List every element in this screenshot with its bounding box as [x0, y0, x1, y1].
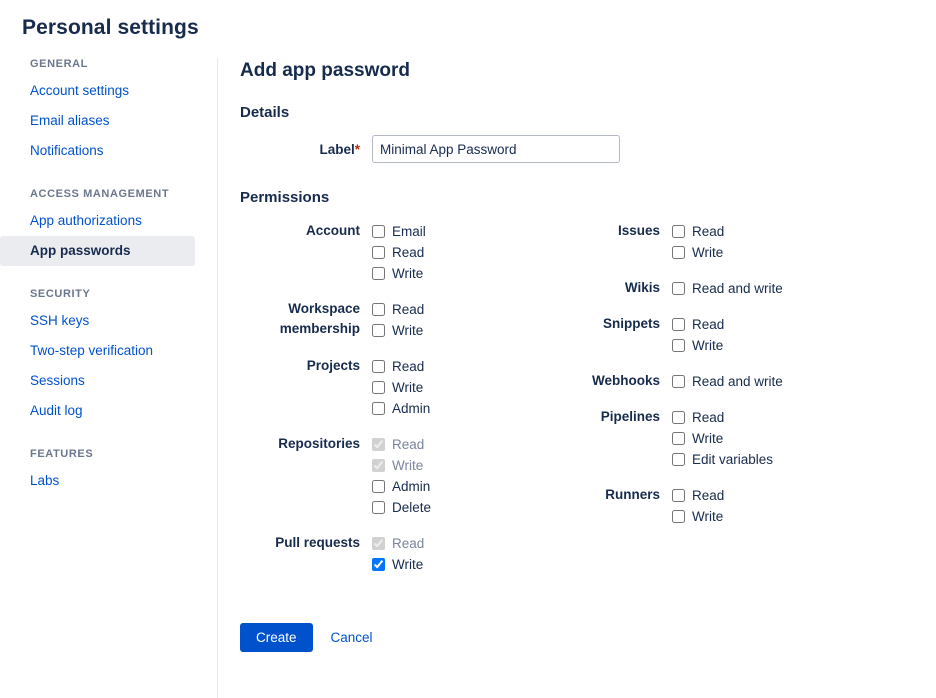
- permission-checkbox-row[interactable]: [372, 221, 426, 242]
- permission-group-pull-requests: [240, 532, 540, 575]
- sidebar-item-email-aliases[interactable]: Email aliases: [30, 113, 110, 128]
- page-layout: [0, 58, 936, 698]
- permission-options: [672, 313, 724, 356]
- permissions-column-right: [540, 220, 840, 541]
- permission-checkbox-row[interactable]: [372, 299, 424, 320]
- sidebar-section-features: FEATURES: [30, 448, 94, 460]
- checkbox-label: Read and write: [692, 374, 783, 389]
- permission-checkbox-row[interactable]: [672, 371, 783, 392]
- permission-options: [372, 220, 426, 284]
- checkbox-repositories-admin[interactable]: [372, 480, 385, 493]
- checkbox-repositories-delete[interactable]: [372, 501, 385, 514]
- permission-checkbox-row[interactable]: [372, 320, 424, 341]
- permission-group-snippets: [540, 313, 840, 356]
- checkbox-label: Admin: [392, 479, 431, 494]
- checkbox-label: Write: [692, 431, 724, 446]
- checkbox-workspace-membership-write[interactable]: [372, 324, 385, 337]
- permission-group-label: Wikis: [624, 280, 660, 295]
- permission-checkbox-row[interactable]: [372, 356, 430, 377]
- checkbox-label: Read: [392, 437, 425, 452]
- checkbox-label: Read: [692, 488, 725, 503]
- checkbox-pull-requests-read: [372, 537, 385, 550]
- sidebar-section-security: SECURITY: [30, 288, 91, 300]
- checkbox-projects-admin[interactable]: [372, 402, 385, 415]
- checkbox-label: Read and write: [692, 281, 783, 296]
- checkbox-label: Email: [392, 224, 426, 239]
- permission-group-workspace-membership: [240, 298, 540, 341]
- checkbox-repositories-write: [372, 459, 385, 472]
- permission-group-repositories: [240, 433, 540, 518]
- permission-checkbox-row[interactable]: [372, 434, 431, 455]
- checkbox-label: Write: [392, 557, 424, 572]
- settings-sidebar: [0, 58, 218, 698]
- permission-group-label: Webhooks: [591, 373, 660, 388]
- checkbox-pull-requests-write[interactable]: [372, 558, 385, 571]
- permission-group-label: Repositories: [278, 436, 360, 451]
- permission-group-webhooks: [540, 370, 840, 392]
- checkbox-webhooks-read-and-write[interactable]: [672, 375, 685, 388]
- checkbox-label: Write: [692, 509, 724, 524]
- checkbox-label: Read: [392, 302, 425, 317]
- permission-group-label: Pipelines: [600, 409, 660, 424]
- main-content: [218, 58, 936, 652]
- permissions-grid: [240, 220, 936, 589]
- sidebar-item-two-step-verification[interactable]: Two-step verification: [30, 343, 154, 358]
- permission-group-label: Projects: [306, 358, 360, 373]
- details-heading: Details: [240, 104, 290, 121]
- permission-options: [372, 355, 430, 419]
- permission-group-label: Issues: [617, 223, 660, 238]
- checkbox-label: Delete: [392, 500, 432, 515]
- checkbox-account-read[interactable]: [372, 246, 385, 259]
- checkbox-label: Write: [692, 338, 724, 353]
- permission-checkbox-row[interactable]: [672, 407, 773, 428]
- permission-options: [672, 277, 783, 299]
- sidebar-item-account-settings[interactable]: Account settings: [30, 83, 130, 98]
- details-section: [240, 104, 936, 163]
- sidebar-item-notifications[interactable]: Notifications: [30, 143, 104, 158]
- permission-group-label: Pull requests: [275, 535, 360, 550]
- permission-checkbox-row[interactable]: [672, 278, 783, 299]
- checkbox-account-write[interactable]: [372, 267, 385, 280]
- checkbox-account-email[interactable]: [372, 225, 385, 238]
- page-title: Personal settings: [22, 16, 199, 39]
- permission-checkbox-row[interactable]: [672, 335, 724, 356]
- permission-group-label: Account: [306, 223, 360, 238]
- permission-checkbox-row[interactable]: [672, 485, 724, 506]
- checkbox-pipelines-write[interactable]: [672, 432, 685, 445]
- permission-checkbox-row[interactable]: [372, 476, 431, 497]
- permission-checkbox-row[interactable]: [672, 221, 724, 242]
- sidebar-item-app-authorizations[interactable]: App authorizations: [30, 213, 142, 228]
- permission-checkbox-row[interactable]: [372, 533, 424, 554]
- cancel-button[interactable]: Cancel: [327, 623, 377, 652]
- permission-group-account: [240, 220, 540, 284]
- permission-group-label: Snippets: [602, 316, 660, 331]
- permission-checkbox-row[interactable]: [672, 428, 773, 449]
- permission-options: [372, 298, 424, 341]
- checkbox-label: Write: [392, 380, 424, 395]
- permission-checkbox-row[interactable]: [372, 497, 431, 518]
- required-indicator: *: [354, 141, 360, 157]
- label-text: Label: [319, 141, 355, 157]
- checkbox-label: Read: [692, 410, 725, 425]
- permission-checkbox-row[interactable]: [372, 455, 431, 476]
- permission-group-label: Workspace membership: [279, 301, 360, 336]
- checkbox-pipelines-read[interactable]: [672, 411, 685, 424]
- checkbox-label: Read: [392, 245, 425, 260]
- permission-options: [372, 433, 431, 518]
- permission-group-projects: [240, 355, 540, 419]
- form-title: Add app password: [240, 60, 410, 81]
- checkbox-label: Read: [692, 224, 725, 239]
- permission-checkbox-row[interactable]: [372, 398, 430, 419]
- permissions-column-left: [240, 220, 540, 589]
- checkbox-label: Write: [392, 266, 424, 281]
- checkbox-runners-read[interactable]: [672, 489, 685, 502]
- checkbox-label: Read: [392, 536, 425, 551]
- permission-group-issues: [540, 220, 840, 263]
- permission-checkbox-row[interactable]: [672, 506, 724, 527]
- label-field-label: [240, 142, 372, 157]
- permission-options: [672, 220, 724, 263]
- checkbox-workspace-membership-read[interactable]: [372, 303, 385, 316]
- checkbox-issues-write[interactable]: [672, 246, 685, 259]
- checkbox-label: Read: [692, 317, 725, 332]
- form-actions: [240, 623, 936, 652]
- checkbox-snippets-write[interactable]: [672, 339, 685, 352]
- checkbox-pipelines-edit-variables[interactable]: [672, 453, 685, 466]
- permission-group-pipelines: [540, 406, 840, 470]
- permission-group-label: Runners: [605, 487, 660, 502]
- permission-checkbox-row[interactable]: [672, 242, 724, 263]
- permission-options: [672, 370, 783, 392]
- checkbox-label: Write: [392, 323, 424, 338]
- permission-options: [672, 484, 724, 527]
- permission-checkbox-row[interactable]: [372, 242, 426, 263]
- sidebar-section-access-management: ACCESS MANAGEMENT: [30, 188, 170, 200]
- checkbox-projects-write[interactable]: [372, 381, 385, 394]
- sidebar-item-labs[interactable]: Labs: [30, 473, 60, 488]
- checkbox-label: Edit variables: [692, 452, 774, 467]
- checkbox-repositories-read: [372, 438, 385, 451]
- permissions-heading: Permissions: [240, 189, 330, 206]
- checkbox-label: Admin: [392, 401, 431, 416]
- permission-checkbox-row[interactable]: [372, 263, 426, 284]
- checkbox-label: Write: [392, 458, 424, 473]
- checkbox-label: Read: [392, 359, 425, 374]
- checkbox-label: Write: [692, 245, 724, 260]
- sidebar-item-ssh-keys[interactable]: SSH keys: [30, 313, 90, 328]
- permission-group-wikis: [540, 277, 840, 299]
- sidebar-item-audit-log[interactable]: Audit log: [30, 403, 83, 418]
- sidebar-item-sessions[interactable]: Sessions: [30, 373, 85, 388]
- checkbox-issues-read[interactable]: [672, 225, 685, 238]
- checkbox-projects-read[interactable]: [372, 360, 385, 373]
- permission-options: [372, 532, 424, 575]
- checkbox-wikis-read-and-write[interactable]: [672, 282, 685, 295]
- permission-checkbox-row[interactable]: [372, 377, 430, 398]
- create-button[interactable]: Create: [240, 623, 313, 652]
- permissions-section: [240, 189, 936, 589]
- sidebar-section-general: GENERAL: [30, 58, 88, 70]
- permission-checkbox-row[interactable]: [672, 314, 724, 335]
- permission-options: [672, 406, 773, 470]
- label-input[interactable]: [372, 135, 620, 163]
- permission-checkbox-row[interactable]: [672, 449, 773, 470]
- checkbox-runners-write[interactable]: [672, 510, 685, 523]
- label-field-row: [240, 135, 936, 163]
- sidebar-item-app-passwords[interactable]: App passwords: [0, 236, 195, 266]
- permission-checkbox-row[interactable]: [372, 554, 424, 575]
- permission-group-runners: [540, 484, 840, 527]
- checkbox-snippets-read[interactable]: [672, 318, 685, 331]
